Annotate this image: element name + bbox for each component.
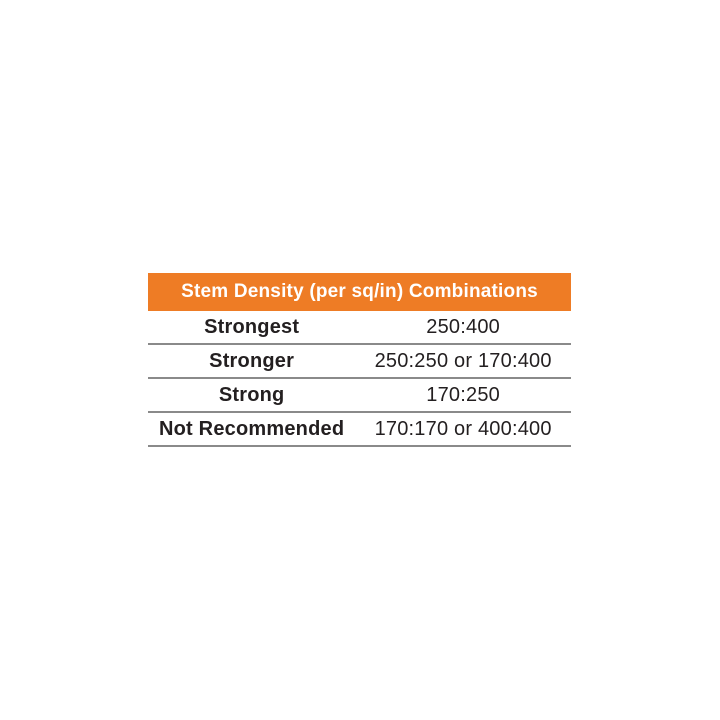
row-label: Strong	[218, 383, 285, 406]
row-label: Strongest	[204, 315, 300, 338]
table-row	[148, 379, 571, 413]
row-value: 250:400	[426, 315, 500, 338]
table-row	[148, 345, 571, 379]
row-label: Stronger	[209, 349, 295, 372]
row-value: 170:250	[426, 383, 500, 406]
row-value: 170:170 or 400:400	[374, 417, 552, 440]
row-label: Not Recommended	[159, 417, 345, 440]
row-value: 250:250 or 170:400	[374, 349, 552, 372]
table-row	[148, 311, 571, 345]
table-header: Stem Density (per sq/in) Combinations	[148, 273, 571, 311]
stem-density-table	[148, 273, 571, 447]
table-row	[148, 413, 571, 447]
